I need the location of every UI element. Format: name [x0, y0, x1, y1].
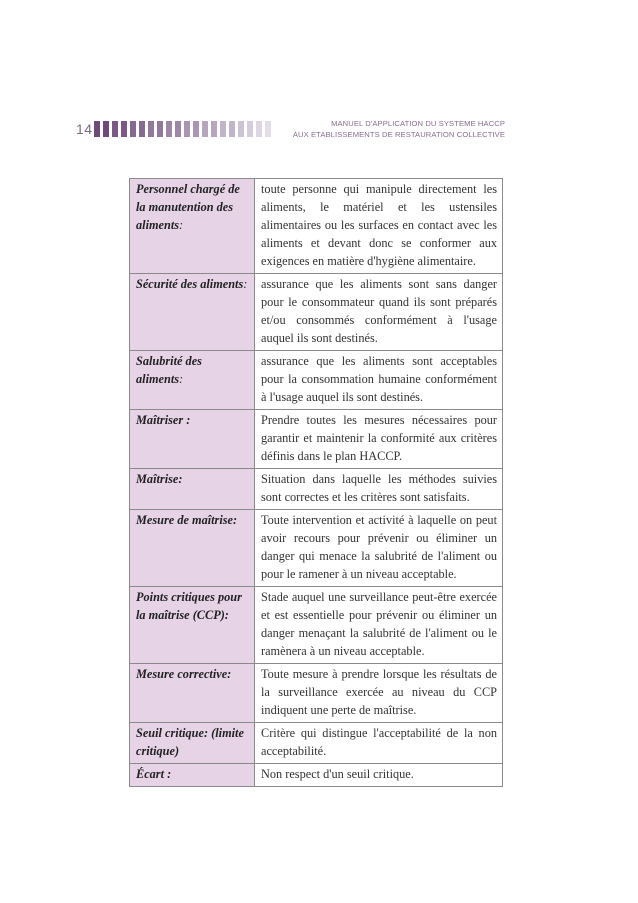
glossary-term [130, 664, 255, 723]
glossary-term [130, 351, 255, 410]
decorative-bar [184, 121, 190, 137]
decorative-bar [256, 121, 262, 137]
glossary-definition: Toute intervention et activité à laquelle on peut avoir recours pour prévenir ou éliminer un danger qui menace la salubrité de l'aliment ou pour le ramener à un niveau acceptable. [255, 510, 503, 587]
running-header-line-1: MANUEL D'APPLICATION DU SYSTEME HACCP [331, 119, 505, 128]
glossary-table [129, 178, 503, 787]
decorative-bar [103, 121, 109, 137]
running-header-line-2: AUX ETABLISSEMENTS DE RESTAURATION COLLECTIVE [292, 130, 505, 139]
glossary-row [130, 469, 503, 510]
decorative-bar [175, 121, 181, 137]
glossary-term-text: Salubrité des aliments [136, 354, 202, 386]
decorative-bar [148, 121, 154, 137]
glossary-row [130, 351, 503, 410]
glossary-row [130, 664, 503, 723]
glossary-definition: Stade auquel une surveillance peut-être exercée et est essentielle pour prévenir ou éliminer un danger menaçant la salubrité de l'aliment ou le ramènera à un niveau acceptable. [255, 587, 503, 664]
decorative-bar [220, 121, 226, 137]
decorative-bar [94, 121, 100, 137]
glossary-definition: assurance que les aliments sont sans danger pour le consommateur quand ils sont préparés et/ou consommés conformément à l'usage auquel ils sont destinés. [255, 274, 503, 351]
glossary-term-text: Sécurité des aliments [136, 277, 244, 291]
glossary-term [130, 410, 255, 469]
glossary-term [130, 274, 255, 351]
decorative-bar [265, 121, 271, 137]
glossary-row [130, 274, 503, 351]
decorative-bar [193, 121, 199, 137]
page-number: 14 [76, 121, 93, 137]
decorative-bar [229, 121, 235, 137]
decorative-bar [112, 121, 118, 137]
glossary-row [130, 179, 503, 274]
decorative-bar [130, 121, 136, 137]
decorative-bar [211, 121, 217, 137]
glossary-row [130, 587, 503, 664]
glossary-term [130, 469, 255, 510]
glossary-term [130, 764, 255, 787]
glossary-term [130, 179, 255, 274]
decorative-bar [157, 121, 163, 137]
glossary-term-colon: : [179, 218, 184, 232]
glossary-term-text: Points critiques pour la maîtrise (CCP): [136, 590, 242, 622]
glossary-term-text: Mesure corrective: [136, 667, 232, 681]
glossary-term [130, 587, 255, 664]
glossary-term-text: Écart : [136, 767, 172, 781]
glossary-term-colon: : [179, 372, 184, 386]
decorative-bar [166, 121, 172, 137]
decorative-bar [202, 121, 208, 137]
glossary-row [130, 764, 503, 787]
glossary-term-text: Maîtriser : [136, 413, 191, 427]
glossary-term-text: Seuil critique: (limite critique) [136, 726, 244, 758]
running-header [293, 118, 505, 140]
glossary-row [130, 510, 503, 587]
decorative-bar [121, 121, 127, 137]
glossary-row [130, 723, 503, 764]
glossary-term-text: Mesure de maîtrise: [136, 513, 238, 527]
decorative-bar [247, 121, 253, 137]
glossary-term-text: Personnel chargé de la manutention des aliments [136, 182, 240, 232]
glossary-definition: Situation dans laquelle les méthodes suivies sont correctes et les critères sont satisfaits. [255, 469, 503, 510]
glossary-definition: Non respect d'un seuil critique. [255, 764, 503, 787]
glossary-term-colon: : [243, 277, 248, 291]
glossary-definition: assurance que les aliments sont acceptables pour la consommation humaine conformément à l'usage auquel ils sont destinés. [255, 351, 503, 410]
glossary-term-text: Maîtrise: [136, 472, 183, 486]
decorative-bar [238, 121, 244, 137]
glossary-definition: toute personne qui manipule directement les aliments, le matériel et les ustensiles alimentaires ou les surfaces en contact avec les aliments et devant donc se conformer aux exigences en matière d'hygiène alimentaire. [255, 179, 503, 274]
glossary-definition: Toute mesure à prendre lorsque les résultats de la surveillance exercée au niveau du CCP indiquent une perte de maîtrise. [255, 664, 503, 723]
glossary-term [130, 723, 255, 764]
glossary-term [130, 510, 255, 587]
glossary-definition: Critère qui distingue l'acceptabilité de la non acceptabilité. [255, 723, 503, 764]
decorative-bar [139, 121, 145, 137]
glossary-row [130, 410, 503, 469]
decorative-bar-strip [94, 121, 271, 137]
glossary-definition: Prendre toutes les mesures nécessaires pour garantir et maintenir la conformité aux critères définis dans le plan HACCP. [255, 410, 503, 469]
